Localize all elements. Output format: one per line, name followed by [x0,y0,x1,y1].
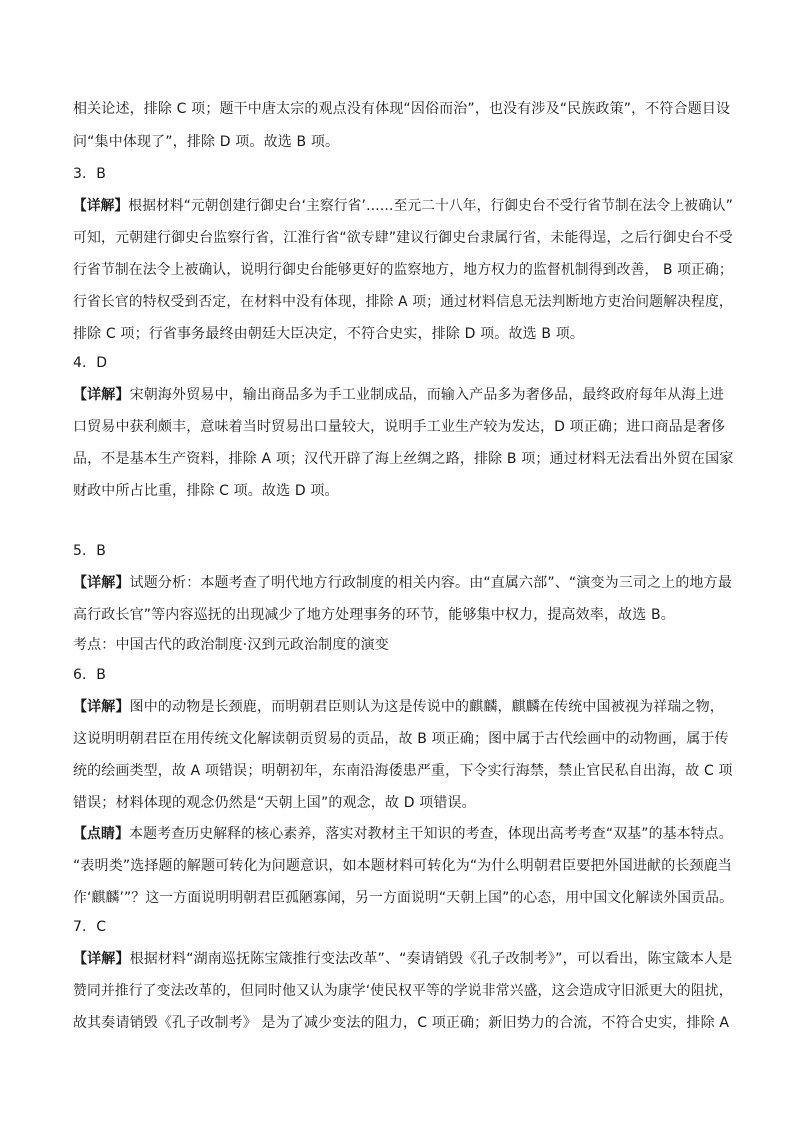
answer-number: 6．B [73,667,106,683]
text-line: 【详解】根据材料“湖南巡抚陈宝箴推行变法改革”、“奏请销毁《孔子改制考》”，可以看出，陈宝箴本人是 [73,951,733,967]
text-line: 【详解】根据材料“元朝创建行御史台‘主察行省’……至元二十八年，行御史台不受行省节制在法令上被确认” [73,198,733,214]
text-line: 赞同并推行了变法改革的，但同时他又认为康学‘使民权平等的学说非常兴盛，这会造成守旧派更大的阻扰， [73,983,733,999]
section-tag: 【详解】 [73,198,129,214]
text-line: 相关论述，排除 C 项；题干中唐太宗的观点没有体现“因俗而治”，也没有涉及“民族政策”，不符合题目设 [73,101,731,117]
section-tag: 【详解】 [73,699,130,715]
text-line: 统的绘画类型，故 A 项错误；明朝初年，东南沿海倭患严重，下令实行海禁，禁止官民私自出海，故 C 项 [73,763,733,779]
text-line: 【详解】试题分析：本题考查了明代地方行政制度的相关内容。由“直属六部”、“演变为三司之上的地方最 [73,575,732,591]
answer-number: 5．B [73,543,106,559]
text-line: 作‘麒麟’”？这一方面说明明朝君臣孤陋寡闻，另一方面说明“天朝上国”的心态，用中国文化解读外国贡品。 [73,890,734,906]
text-line: 错误；材料体现的观念仍然是“天朝上国”的观念，故 D 项错误。 [73,795,476,811]
text-line: “表明类”选择题的解题可转化为问题意识，如本题材料可转化为“为什么明朝君臣要把外国进献的长颈鹿当 [73,858,732,874]
text-line: 口贸易中获利颇丰，意味着当时贸易出口量较大，说明手工业生产较为发达，D 项正确；进口商品是奢侈 [73,419,726,435]
text-line: 品，不是基本生产资料，排除 A 项；汉代开辟了海上丝绸之路，排除 B 项；通过材料无法看出外贸在国家 [73,451,734,467]
section-tag: 【详解】 [73,575,130,591]
text-line: 考点：中国古代的政治制度·汉到元政治制度的演变 [73,637,389,653]
answer-number: 7．C [73,919,107,935]
text-line: 可知，元朝建行御史台监察行省，江淮行省“欲专肆”建议行御史台隶属行省，未能得逞，之后行御史台不受 [73,230,733,246]
text-line: 这说明明朝君臣在用传统文化解读朝贡贸易的贡品，故 B 项正确；图中属于古代绘画中的动物画，属于传 [73,731,729,747]
answer-number: 3．B [73,166,106,182]
text-line: 行省长官的特权受到否定，在材料中没有体现，排除 A 项；通过材料信息无法判断地方吏治问题解决程度， [73,294,733,310]
text-line: 【详解】宋朝海外贸易中，输出商品多为手工业制成品，而输入产品多为奢侈品，最终政府每年从海上进 [73,387,724,403]
answer-number: 4．D [73,355,108,371]
text-line: 行省节制在法令上被确认，说明行御史台能够更好的监察地方，地方权力的监督机制得到改善， B 项正确； [73,262,733,278]
text-line: 问“集中体现了”，排除 D 项。故选 B 项。 [73,134,340,150]
text-line: 财政中所占比重，排除 C 项。故选 D 项。 [73,483,339,499]
section-tag: 【详解】 [73,387,130,403]
text-line: 【点睛】本题考查历史解释的核心素养，落实对教材主干知识的考查，体现出高考考查“双基”的基本特点。 [73,826,733,842]
section-tag: 【详解】 [73,951,130,967]
text-line: 高行政长官”等内容巡抚的出现减少了地方处理事务的环节，能够集中权力，提高效率，故选 B。 [73,607,675,623]
section-tag: 【点睛】 [73,826,130,842]
text-line: 【详解】图中的动物是长颈鹿，而明朝君臣则认为这是传说中的麒麟，麒麟在传统中国被视为祥瑞之物， [73,699,724,715]
text-line: 排除 C 项；行省事务最终由朝廷大臣决定，不符合史实，排除 D 项。故选 B 项。 [73,326,585,342]
text-line: 故其奏请销毁《孔子改制考》 是为了减少变法的阻力，C 项正确；新旧势力的合流，不符合史实，排除 A [73,1015,730,1031]
